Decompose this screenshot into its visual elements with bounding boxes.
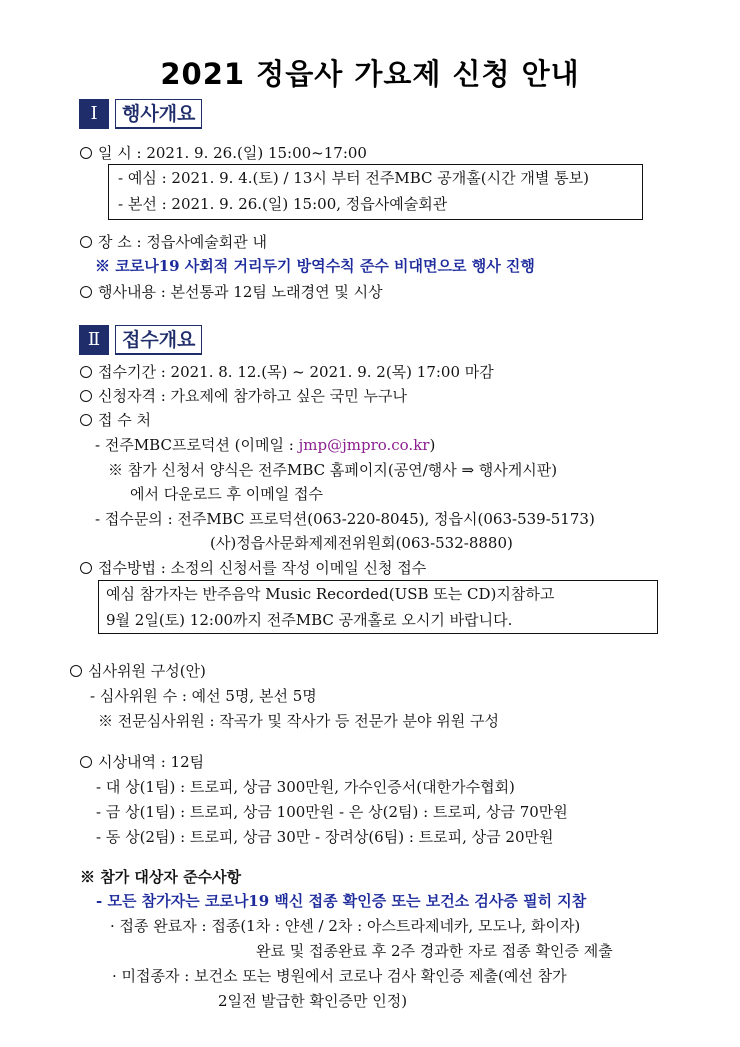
- circle-bullet-icon: [80, 236, 92, 248]
- qualification: 신청자격 : 가요제에 참가하고 싶은 국민 누구나: [80, 386, 407, 406]
- event-place: 장 소 : 정읍사예술회관 내: [80, 232, 267, 252]
- circle-bullet-icon: [80, 414, 92, 426]
- judges-expert: ※ 전문심사위원 : 작곡가 및 작사가 등 전문가 분야 위원 구성: [98, 712, 500, 730]
- event-date: 일 시 : 2021. 9. 26.(일) 15:00~17:00: [80, 143, 367, 163]
- circle-bullet-icon: [80, 390, 92, 402]
- circle-bullet-icon: [80, 562, 92, 574]
- inquiry-line-1: - 접수문의 : 전주MBC 프로덕션(063-220-8045), 정읍시(063-539-5173): [95, 510, 595, 528]
- covid-notice: ※ 코로나19 사회적 거리두기 방역수칙 준수 비대면으로 행사 진행: [95, 257, 535, 275]
- circle-bullet-icon: [80, 756, 92, 768]
- judges-count: - 심사위원 수 : 예선 5명, 본선 5명: [90, 687, 317, 705]
- notice-must: - 모든 참가자는 코로나19 백신 접종 확인증 또는 보건소 검사증 필히 지참: [96, 892, 587, 910]
- circle-bullet-icon: [80, 366, 92, 378]
- award-grand: - 대 상(1팀) : 트로피, 상금 300만원, 가수인증서(대한가수협회): [96, 778, 515, 796]
- application-period: 접수기간 : 2021. 8. 12.(목) ~ 2021. 9. 2(목) 17:00 마감: [80, 362, 494, 382]
- final-schedule: - 본선 : 2021. 9. 26.(일) 15:00, 정읍사예술회관: [118, 195, 448, 213]
- section-2-header: [79, 325, 202, 355]
- prelim-schedule: - 예심 : 2021. 9. 4.(토) / 13시 부터 전주MBC 공개홀(시간 개별 통보): [118, 169, 589, 187]
- form-note-line-1: ※ 참가 신청서 양식은 전주MBC 홈페이지(공연/행사 ⇒ 행사게시판): [108, 461, 558, 479]
- section-1-number: Ⅰ: [79, 99, 109, 129]
- section-1-label: 행사개요: [115, 99, 202, 129]
- method-box-line-2: 9월 2일(토) 12:00까지 전주MBC 공개홀로 오시기 바랍니다.: [106, 611, 513, 629]
- awards-heading: 시상내역 : 12팀: [80, 752, 204, 772]
- form-note-line-2: 에서 다운로드 후 이메일 접수: [130, 485, 323, 503]
- unvaccinated-line-1: · 미접종자 : 보건소 또는 병원에서 코로나 검사 확인증 제출(예선 참가: [112, 967, 567, 985]
- application-method: 접수방법 : 소정의 신청서를 작성 이메일 신청 접수: [80, 558, 426, 578]
- circle-bullet-icon: [70, 665, 82, 677]
- office-contact: - 전주MBC프로덕션 (이메일 : jmp@jmpro.co.kr): [95, 436, 436, 454]
- event-content: 행사내용 : 본선통과 12팀 노래경연 및 시상: [80, 282, 383, 302]
- award-bronze-encourage: - 동 상(2팀) : 트로피, 상금 30만 - 장려상(6팀) : 트로피, 상금 20만원: [96, 828, 554, 846]
- circle-bullet-icon: [80, 147, 92, 159]
- section-2-label: 접수개요: [115, 325, 202, 355]
- notice-heading: ※ 참가 대상자 준수사항: [80, 868, 242, 886]
- page-title: 2021 정읍사 가요제 신청 안내: [160, 57, 580, 91]
- application-office: 접 수 처: [80, 410, 151, 430]
- section-2-number: Ⅱ: [79, 325, 109, 355]
- vaccinated-line-1: · 접종 완료자 : 접종(1차 : 얀센 / 2차 : 아스트라제네카, 모도나, 화이자): [110, 917, 581, 935]
- inquiry-line-2: (사)정읍사문화제제전위원회(063-532-8880): [210, 534, 513, 552]
- judges-heading: 심사위원 구성(안): [70, 661, 206, 681]
- section-1-header: [79, 99, 202, 129]
- circle-bullet-icon: [80, 286, 92, 298]
- award-gold-silver: - 금 상(1팀) : 트로피, 상금 100만원 - 은 상(2팀) : 트로피, 상금 70만원: [96, 803, 568, 821]
- vaccinated-line-2: 완료 및 접종완료 후 2주 경과한 자로 접종 확인증 제출: [256, 942, 613, 960]
- method-box-line-1: 예심 참가자는 반주음악 Music Recorded(USB 또는 CD)지참하고: [106, 585, 555, 603]
- unvaccinated-line-2: 2일전 발급한 확인증만 인정): [218, 992, 408, 1010]
- email-link[interactable]: jmp@jmpro.co.kr: [298, 436, 430, 454]
